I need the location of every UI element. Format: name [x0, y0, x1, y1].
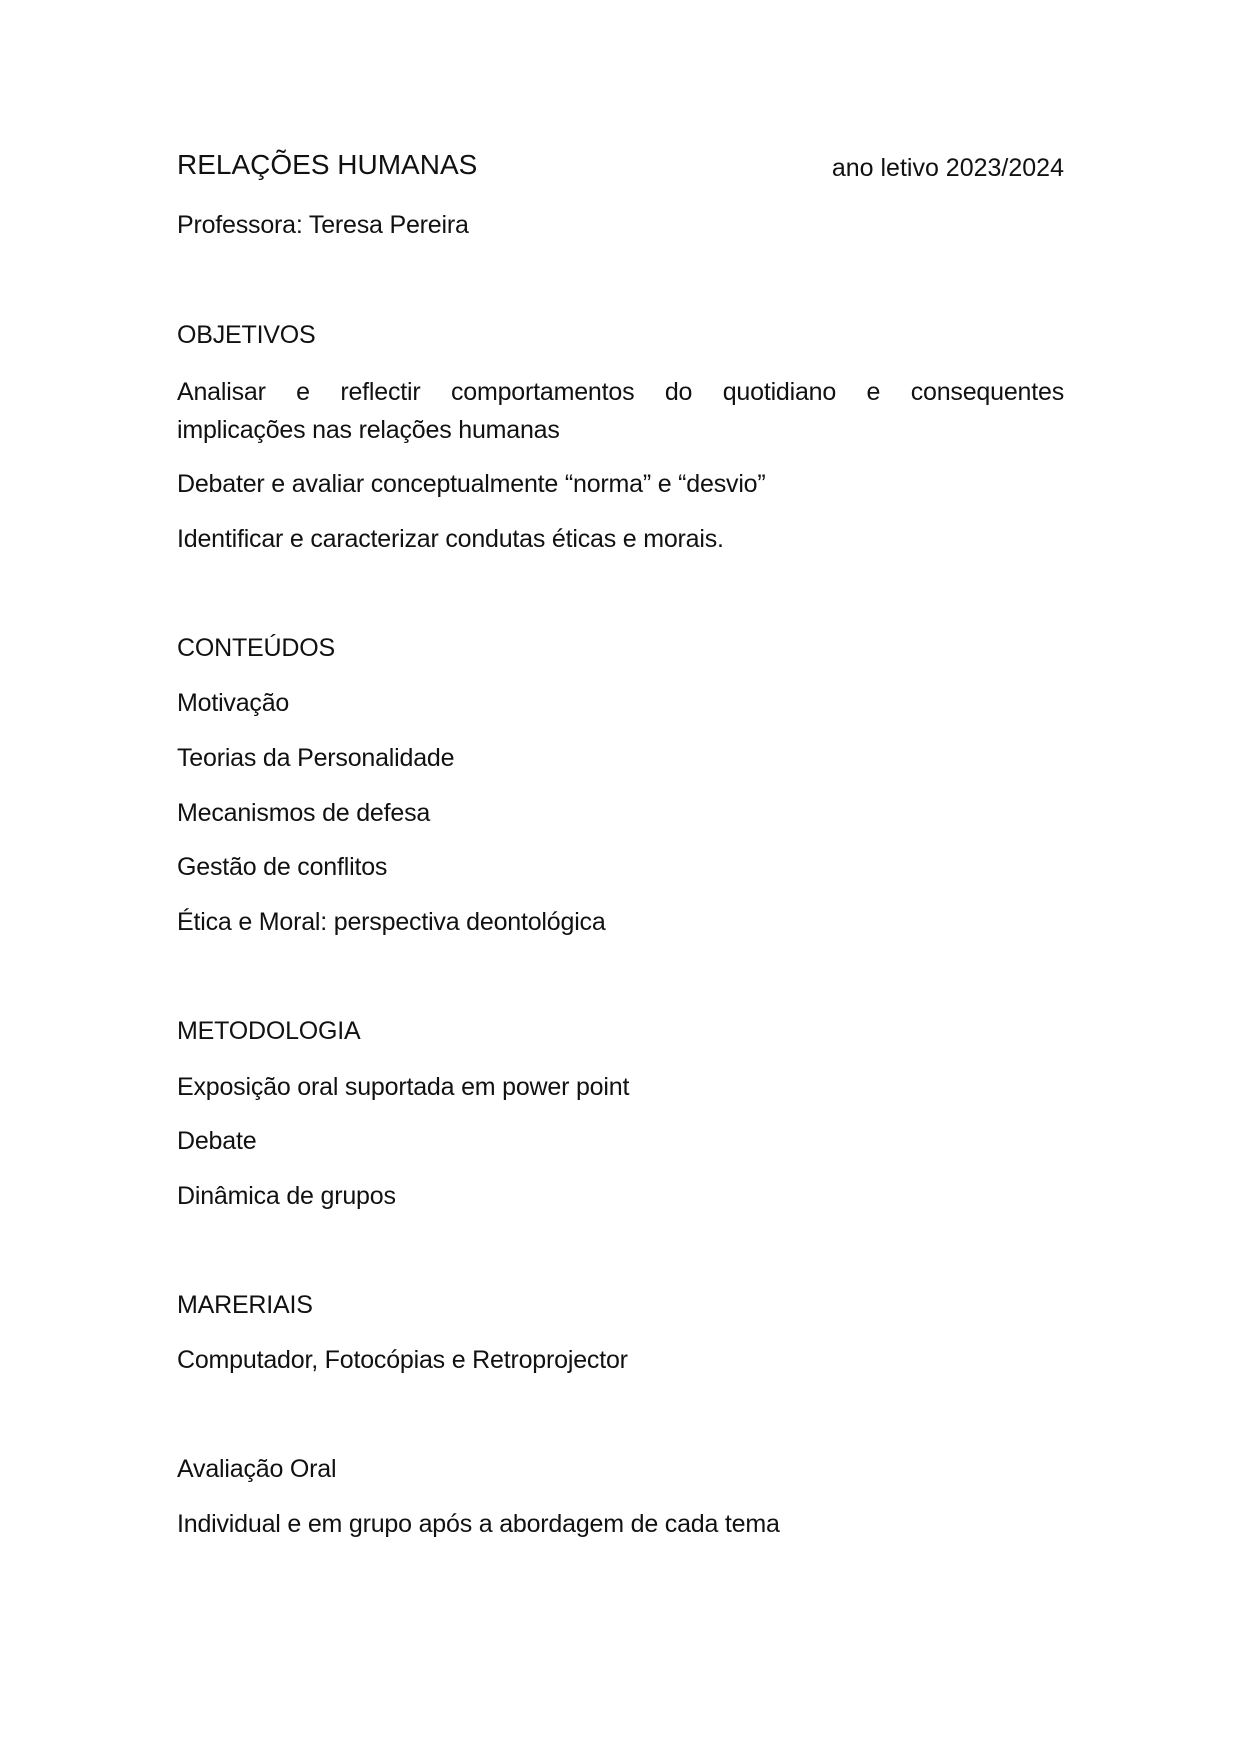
- content-item: Teorias da Personalidade: [177, 744, 455, 772]
- objective-item: Identificar e caracterizar condutas éticas e morais.: [177, 525, 724, 553]
- section-heading-metodologia: METODOLOGIA: [177, 1017, 361, 1045]
- objective-item-line-1: Analisar e reflectir comportamentos do quotidiano e consequentes: [177, 378, 1064, 406]
- content-item: Gestão de conflitos: [177, 853, 388, 881]
- section-heading-conteudos: CONTEÚDOS: [177, 634, 335, 662]
- content-item: Mecanismos de defesa: [177, 799, 431, 827]
- teacher-name: Professora: Teresa Pereira: [177, 211, 469, 239]
- section-heading-materiais: MARERIAIS: [177, 1291, 313, 1319]
- school-year: ano letivo 2023/2024: [831, 154, 1064, 182]
- methodology-item: Exposição oral suportada em power point: [177, 1073, 630, 1101]
- section-heading-avaliacao: Avaliação Oral: [177, 1455, 337, 1483]
- evaluation-item: Individual e em grupo após a abordagem de cada tema: [177, 1510, 780, 1538]
- objective-item-line-2: implicações nas relações humanas: [177, 416, 560, 444]
- content-item: Ética e Moral: perspectiva deontológica: [177, 908, 606, 936]
- content-item: Motivação: [177, 689, 290, 717]
- objective-item: [177, 373, 1064, 449]
- materials-item: Computador, Fotocópias e Retroprojector: [177, 1346, 628, 1374]
- objective-item: Debater e avaliar conceptualmente “norma” e “desvio”: [177, 470, 766, 498]
- methodology-item: Dinâmica de grupos: [177, 1182, 396, 1210]
- document-title: RELAÇÕES HUMANAS: [177, 149, 478, 180]
- section-heading-objetivos: OBJETIVOS: [177, 321, 316, 349]
- methodology-item: Debate: [177, 1127, 257, 1155]
